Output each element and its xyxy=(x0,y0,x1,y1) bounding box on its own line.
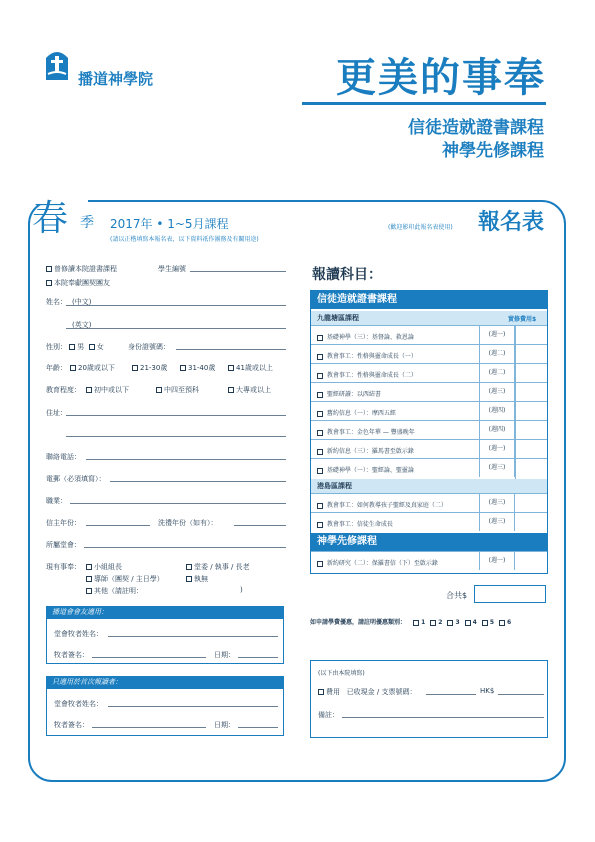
course-period: 2017年 • 1~5月課程 xyxy=(110,217,229,231)
checkbox-icon xyxy=(465,620,471,626)
remark-field[interactable] xyxy=(342,717,544,718)
english-name-field[interactable] xyxy=(66,328,286,329)
fee-col-divider xyxy=(515,325,516,479)
ministry-opt-1[interactable] xyxy=(86,562,122,572)
office-title: (以下由本院填寫) xyxy=(318,670,365,677)
english-label: (英文) xyxy=(72,321,92,329)
checkbox-icon[interactable] xyxy=(317,468,323,474)
age-label: 年齡： xyxy=(46,364,67,372)
discount-opt[interactable]: 4 xyxy=(465,619,477,626)
course-day: (週三) xyxy=(479,383,515,401)
checkbox-icon[interactable] xyxy=(317,430,323,436)
course-name: 新約信息（三）：羅馬書至啟示錄 xyxy=(317,446,414,455)
checkbox-icon xyxy=(86,588,92,594)
discount-label: 如申請學費優惠，請註明優惠類別： xyxy=(310,619,407,626)
name-label: 姓名： xyxy=(46,298,67,306)
course-name: 新約研究（二）：保羅書信（下）至啟示錄 xyxy=(317,558,438,567)
id-field[interactable] xyxy=(176,349,286,350)
total-field[interactable] xyxy=(474,585,546,603)
student-no-label: 學生編號 xyxy=(158,265,186,273)
prev-course-label: 曾修讀本院證書課程 xyxy=(54,265,117,273)
address-field-2[interactable] xyxy=(66,436,286,437)
course-row[interactable] xyxy=(311,401,547,420)
age-opt-2[interactable] xyxy=(132,363,167,373)
course-name: 基礎神學（一）：聖經論、聖靈論 xyxy=(317,465,414,474)
pastor-date-field[interactable] xyxy=(238,657,278,658)
seminary-logo xyxy=(44,46,70,80)
subtitle-2: 神學先修課程 xyxy=(442,141,544,161)
course-name: 教會事工：如何教導孩子聖經及真家庭（二） xyxy=(317,500,447,509)
edu-opt-1[interactable] xyxy=(86,385,129,395)
enroll-heading: 報讀科目： xyxy=(312,267,382,283)
course-row[interactable] xyxy=(311,512,547,531)
form-title: 報名表 xyxy=(478,210,545,235)
first-church-field[interactable] xyxy=(108,706,278,707)
hk-bar: 港島區課程 xyxy=(311,479,547,493)
course-day: (週二) xyxy=(479,364,515,382)
first-section-bar: 只適用於首次報讀者： xyxy=(46,676,284,689)
chinese-name-field[interactable] xyxy=(66,305,286,306)
course-day: (週二) xyxy=(479,345,515,363)
prev-course-checkbox[interactable] xyxy=(46,264,117,274)
office-fee-row xyxy=(318,687,417,697)
discount-opt[interactable]: 3 xyxy=(447,619,459,626)
age-opt-label: 41歲或以上 xyxy=(236,364,273,372)
ministry-label: 現有事奉： xyxy=(46,563,81,571)
checkbox-icon xyxy=(447,620,453,626)
course-name: 教會事工：信徒生命成長 xyxy=(317,519,393,528)
course-table xyxy=(310,290,548,574)
faith-year-field[interactable] xyxy=(86,525,150,526)
checkbox-icon[interactable] xyxy=(317,449,323,455)
first-sign-label: 牧者簽名： xyxy=(54,721,89,729)
course-name: 教會事工：性格與靈命成長（二） xyxy=(317,370,417,379)
course-day: (週三) xyxy=(479,513,515,531)
fee-checkbox[interactable] xyxy=(318,689,324,695)
course-row[interactable] xyxy=(311,493,547,512)
pastor-date-label: 日期： xyxy=(214,651,235,659)
checkbox-icon xyxy=(413,620,419,626)
edu-opt-label: 初中或以下 xyxy=(94,386,129,394)
office-received-label: 已收現金 / 支票號碼： xyxy=(346,688,417,696)
checkbox-icon xyxy=(228,387,234,393)
course-day: (週三) xyxy=(479,459,515,477)
fee-header: 實修費用$ xyxy=(508,316,537,323)
male-checkbox[interactable] xyxy=(69,344,75,350)
discount-opt[interactable]: 6 xyxy=(499,619,511,626)
course-row[interactable] xyxy=(311,551,547,570)
checkbox-icon xyxy=(86,576,92,582)
checkbox-icon[interactable] xyxy=(317,522,323,528)
title-rule xyxy=(302,102,546,105)
first-date-label: 日期： xyxy=(214,721,235,729)
phone-label: 聯絡電話： xyxy=(46,453,81,461)
age-opt-label: 20歲或以下 xyxy=(78,364,115,372)
discount-row xyxy=(310,617,511,626)
faith-year-label: 信主年份： xyxy=(46,519,81,527)
course-day: (週一) xyxy=(479,326,515,344)
edu-opt-3[interactable] xyxy=(228,385,271,395)
total-label: 合共$ xyxy=(446,591,468,600)
subtitle-1: 信徒造就證書課程 xyxy=(408,118,544,138)
org-name: 播道神學院 xyxy=(78,70,154,88)
baptism-year-label: 洗禮年份（如有）： xyxy=(158,519,218,527)
season-small: 季 xyxy=(80,215,94,231)
checkbox-icon xyxy=(132,365,138,371)
office-fee-label: 費用 xyxy=(326,688,340,696)
pastor-sign-field[interactable] xyxy=(92,657,206,658)
ministry-close: ) xyxy=(240,586,243,594)
edu-opt-label: 中四至預科 xyxy=(164,386,199,394)
occupation-field[interactable] xyxy=(70,503,286,504)
ministry-opt-label: 導師（團契 / 主日學） xyxy=(94,575,164,583)
checkbox-icon[interactable] xyxy=(317,392,323,398)
checkbox-icon xyxy=(186,576,192,582)
course-day: (週三) xyxy=(479,494,515,512)
checkbox-icon xyxy=(156,387,162,393)
ministry-opt-3[interactable] xyxy=(86,574,164,584)
male-label: 男 xyxy=(77,343,85,351)
age-opt-label: 31-40歲 xyxy=(188,364,216,372)
group-cert-bar: 信徒造就證書課程 xyxy=(311,291,547,309)
course-name: 基礎神學（三）：基督論、救恩論 xyxy=(317,332,414,341)
group-pre-bar: 神學先修課程 xyxy=(311,533,547,551)
first-sign-field[interactable] xyxy=(92,727,206,728)
id-label: 身份證號碼： xyxy=(128,343,170,351)
kowloon-bar: 九龍塘區課程 xyxy=(311,311,547,325)
ministry-opt-4[interactable] xyxy=(186,574,208,584)
edu-opt-2[interactable] xyxy=(156,385,199,395)
ministry-opt-5[interactable] xyxy=(86,586,143,596)
checkbox-icon xyxy=(46,280,52,286)
course-name: 教會事工：金色年華 — 豐盛晚年 xyxy=(317,427,415,436)
course-name: 教會事工：性格與靈命成長（一） xyxy=(317,351,417,360)
checkbox-icon xyxy=(180,365,186,371)
first-church-label: 堂會牧者姓名： xyxy=(54,700,103,708)
ministry-opt-label: 執無 xyxy=(194,575,208,583)
course-row[interactable] xyxy=(311,363,547,382)
student-no-field[interactable] xyxy=(190,271,286,272)
discount-opt[interactable]: 1 xyxy=(413,619,425,626)
church-label: 所屬堂會： xyxy=(46,541,81,549)
occupation-label: 職業： xyxy=(46,497,67,505)
age-opt-label: 21-30歲 xyxy=(140,364,168,372)
checkbox-icon xyxy=(70,365,76,371)
checkbox-icon xyxy=(499,620,505,626)
hkd-field[interactable] xyxy=(498,694,544,695)
ministry-opt-label: 堂委 / 執事 / 長老 xyxy=(194,563,250,571)
course-row[interactable] xyxy=(311,325,547,344)
address-label: 住址： xyxy=(46,409,67,417)
checkbox-icon xyxy=(186,564,192,570)
baptism-year-field[interactable] xyxy=(234,525,286,526)
email-label: 電郵（必須填寫）： xyxy=(46,475,106,483)
ministry-opt-2[interactable] xyxy=(186,562,250,572)
discount-opt[interactable]: 5 xyxy=(482,619,494,626)
checkbox-icon xyxy=(86,387,92,393)
checkbox-icon[interactable] xyxy=(317,354,323,360)
checkbox-icon xyxy=(482,620,488,626)
course-day: (週四) xyxy=(479,402,515,420)
age-opt-4[interactable] xyxy=(228,363,273,373)
office-remark-label: 備註： xyxy=(318,711,339,719)
course-row[interactable] xyxy=(311,458,547,477)
email-field[interactable] xyxy=(110,481,286,482)
friend-checkbox[interactable] xyxy=(46,278,110,288)
pastor-section-bar: 播道會會友適用： xyxy=(46,606,284,619)
course-day: (週四) xyxy=(479,421,515,439)
course-row[interactable] xyxy=(311,420,547,439)
office-hkd-label: HK$ xyxy=(480,687,495,695)
edu-opt-label: 大專或以上 xyxy=(236,386,271,394)
checkbox-icon xyxy=(46,266,52,272)
friend-label: 本院奉獻團契團友 xyxy=(54,279,110,287)
checkbox-icon xyxy=(86,564,92,570)
phone-field[interactable] xyxy=(86,459,286,460)
female-label: 女 xyxy=(96,343,104,351)
course-day: (週一) xyxy=(479,552,515,570)
discount-opt[interactable]: 2 xyxy=(430,619,442,626)
first-date-field[interactable] xyxy=(238,727,278,728)
course-name: 舊約信息（一）：摩西五經 xyxy=(317,408,396,417)
female-checkbox[interactable] xyxy=(89,344,95,350)
ministry-opt-label: 其他（請註明： xyxy=(94,587,143,595)
gender-row xyxy=(46,342,104,352)
pastor-sign-label: 牧者簽名： xyxy=(54,651,89,659)
gender-label: 性別： xyxy=(46,343,67,351)
checkbox-icon xyxy=(430,620,436,626)
course-row[interactable] xyxy=(311,439,547,458)
checkbox-icon[interactable] xyxy=(317,335,323,341)
checkbox-icon[interactable] xyxy=(317,373,323,379)
form-note: (請以正楷填寫本報名表，以下資料祇作團務及有關用途) xyxy=(110,236,259,243)
chinese-label: (中文) xyxy=(72,298,92,306)
age-opt-3[interactable] xyxy=(180,363,215,373)
copy-note: (歡迎影印此報名表使用) xyxy=(388,224,453,231)
age-opt-1[interactable] xyxy=(70,363,115,373)
education-label: 教育程度： xyxy=(46,386,81,394)
checkbox-icon[interactable] xyxy=(317,503,323,509)
pastor-church-field[interactable] xyxy=(108,636,278,637)
cheque-field[interactable] xyxy=(426,694,476,695)
course-row[interactable] xyxy=(311,382,547,401)
church-field[interactable] xyxy=(84,547,286,548)
checkbox-icon[interactable] xyxy=(317,561,323,567)
main-title: 更美的事奉 xyxy=(336,55,546,101)
season-big: 春 xyxy=(32,198,69,239)
address-field-1[interactable] xyxy=(66,415,286,416)
checkbox-icon[interactable] xyxy=(317,411,323,417)
course-row[interactable] xyxy=(311,344,547,363)
pastor-church-label: 堂會牧者姓名： xyxy=(54,630,103,638)
checkbox-icon xyxy=(228,365,234,371)
course-day: (週一) xyxy=(479,440,515,458)
course-name: 聖經研讀：以西結書 xyxy=(317,389,381,398)
ministry-opt-label: 小組組長 xyxy=(94,563,122,571)
